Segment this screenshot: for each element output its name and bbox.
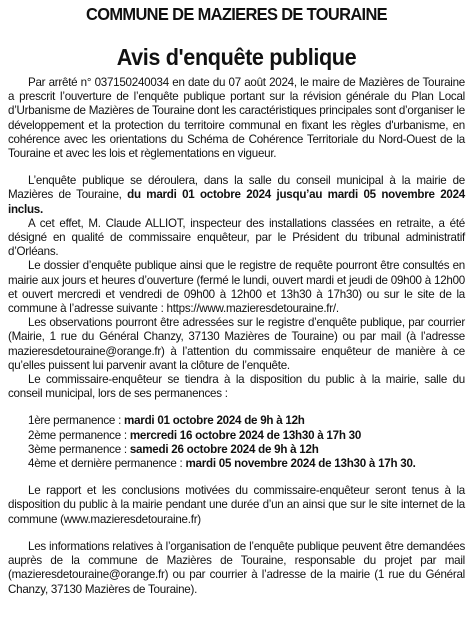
permanence-label: 1ère permanence :	[28, 414, 125, 428]
notice-body	[8, 76, 465, 597]
permanence-item	[8, 457, 465, 471]
permanence-value: mercredi 16 octobre 2024 de 13h30 à 17h 30	[129, 428, 362, 442]
permanence-value: samedi 26 octobre 2024 de 9h à 12h	[129, 442, 319, 456]
permanence-value: mardi 01 octobre 2024 de 9h à 12h	[124, 414, 305, 428]
spacer	[8, 471, 465, 484]
spacer	[8, 527, 465, 540]
notice-title: Avis d'enquête publique	[116, 44, 357, 70]
permanence-label: 4ème et dernière permanence :	[28, 457, 186, 471]
paragraph-rapport: Le rapport et les conclusions motivées du commissaire-enquêteur seront tenus à la disposition du public à la mairie pendant une durée d’un an ainsi que sur le site internet de la commune (www.mazieresdetouraine.fr)	[8, 484, 465, 526]
dates-text: L’enquête publique se déroulera, dans la salle du conseil municipal à la mairie de Mazières de Touraine,	[8, 174, 465, 202]
spacer	[8, 161, 465, 174]
paragraph-dossier: Le dossier d’enquête publique ainsi que le registre de requête pourront être consultés en mairie aux jours et heures d’ouverture (fermé le lundi, ouvert mardi et jeudi de 09h00 à 12h00 et ouvert mercredi et vendredi de 09h00 à 12h00 et 13h30 à 17h30) ou sur le site de la commune à l’adresse suivante : https://www.mazieresdetouraine.fr/.	[8, 259, 465, 316]
permanence-label: 2ème permanence :	[28, 428, 130, 442]
paragraph-commissaire: A cet effet, M. Claude ALLIOT, inspecteur des installations classées en retraite, a été désigné en qualité de commissaire enquêteur, par le Président du tribunal administratif d’Orléans.	[8, 216, 465, 259]
permanence-item	[8, 429, 465, 443]
paragraph-observations: Les observations pourront être adressées sur le registre d’enquête publique, par courrier (Mairie, 1 rue du Général Chanzy, 37130 Mazières de Touraine) ou par mail (à l’adresse mazieresdetouraine@orange.fr) à l’attention du commissaire enquêteur de manière à ce qu’elles puissent lui parvenir avant la clôture de l’enquête.	[8, 316, 465, 372]
permanence-label: 3ème permanence :	[28, 442, 130, 456]
dates-bold: du mardi 01 octobre 2024 jusqu’au mardi 05 novembre 2024 inclus.	[8, 188, 466, 216]
spacer	[8, 401, 465, 414]
permanence-item	[8, 443, 465, 457]
paragraph-arrete: Par arrêté n° 037150240034 en date du 07 août 2024, le maire de Mazières de Touraine a prescrit l’ouverture de l’enquête publique portant sur la révision générale du Plan Local d’Urbanisme de Mazières de Touraine dont les caractéristiques principales sont d’organiser le développement et la protection du territoire communal en fixant les règles d'urbanisme, en cohérence avec les orientations du Schéma de Cohérence Territoriale du Nord-Ouest de la Touraine et avec les lois et règlementations en vigueur.	[8, 76, 465, 161]
paragraph-informations: Les informations relatives à l’organisation de l’enquête publique peuvent être demandées auprès de la commune de Mazières de Touraine, responsable du projet par mail (mazieresdetouraine@orange.fr) ou par courrier à l’adresse de la mairie (1 rue du Général Chanzy, 37130 Mazières de Touraine).	[8, 539, 465, 596]
paragraph-permanences-intro: Le commissaire-enquêteur se tiendra à la disposition du public à la mairie, salle du conseil municipal, lors de ses permanences :	[8, 373, 465, 401]
permanence-item	[8, 414, 465, 428]
permanence-value: mardi 05 novembre 2024 de 13h30 à 17h 30.	[185, 457, 416, 471]
commune-title: COMMUNE DE MAZIERES DE TOURAINE	[85, 4, 388, 24]
paragraph-dates	[8, 174, 465, 217]
